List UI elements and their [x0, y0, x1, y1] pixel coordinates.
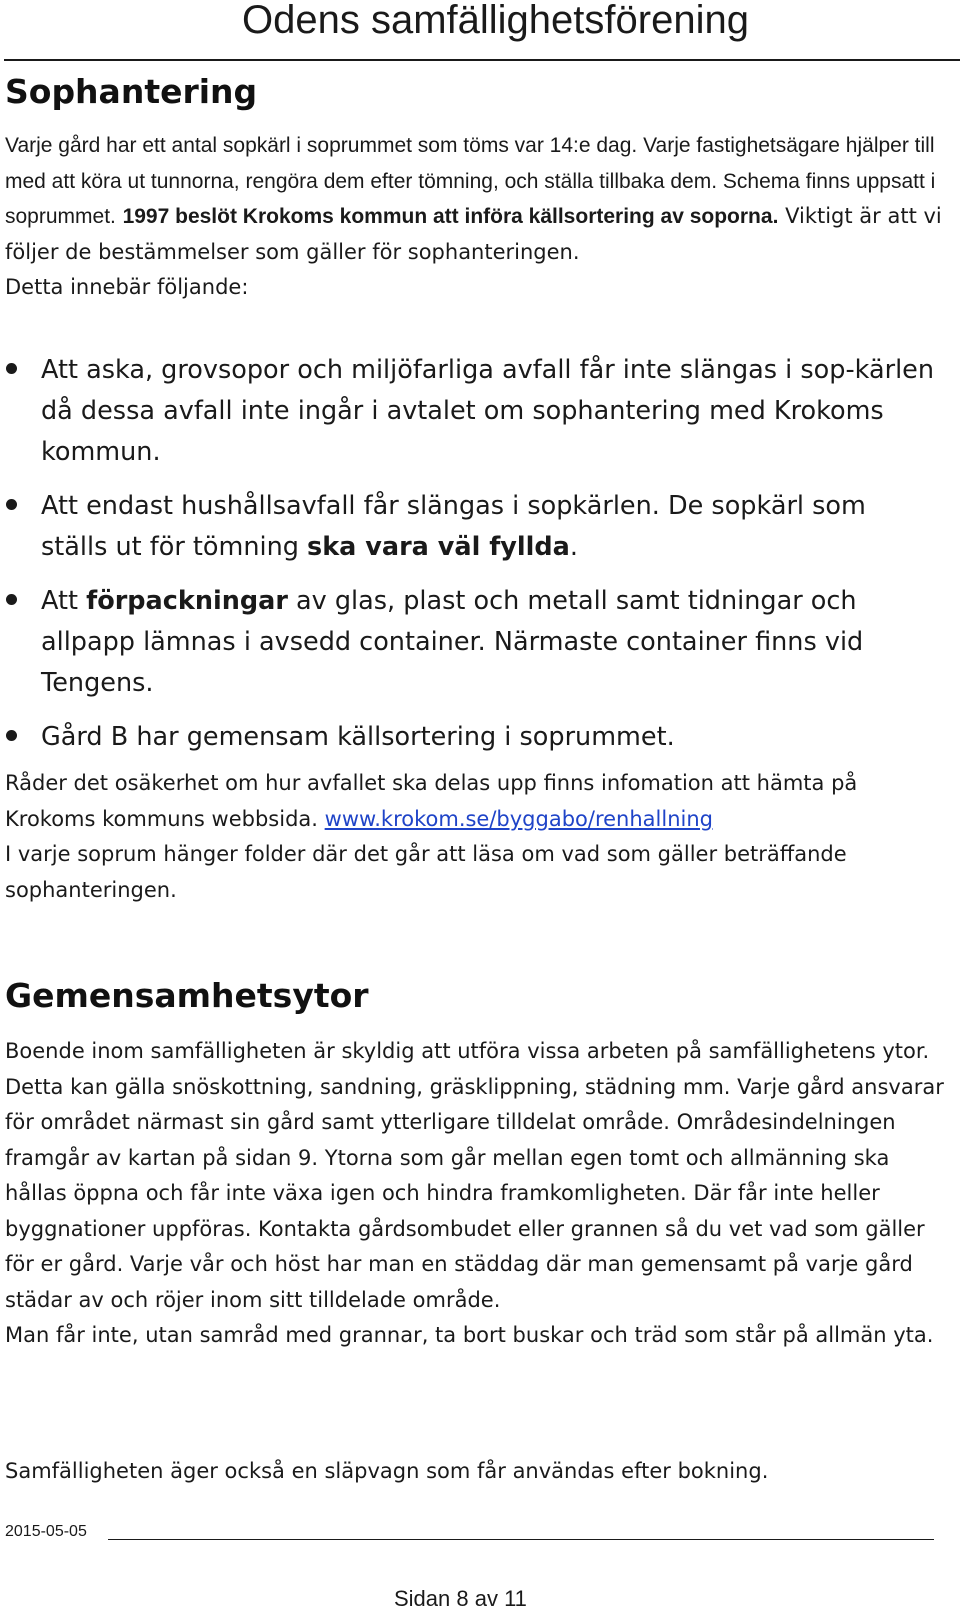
gemensamhetsytor-text: Boende inom samfälligheten är skyldig att utföra vissa arbeten på samfällighetens ytor. Detta kan gälla snöskottning, sandning, gräsklippning, städning mm. Varje gård ansvarar för området närmast sin gård samt ytterligare tilldelat område. Områdesindelningen framgår av kartan på sidan 9. Ytorna som går mellan egen tomt och allmänning ska hållas öppna och får inte växa igen och hindra framkomligheten. Där får inte heller byggnationer uppföras. Kontakta gårdsombudet eller grannen så du vet vad som gäller för er gård. Varje vår och höst har man en städdag där man gemensamt på varje gård städar av och röjer inom sitt tilldelade område. — [5, 1039, 944, 1312]
intro-plain-text: Varje gård har ett antal sopkärl i soprummet som töms var 14:e dag. Varje fastighetsägare hjälper till med att köra ut tunnorna, rengöra dem efter tömning, och ställa tillbaka dem. Schema finns uppsatt i soprummet. — [5, 134, 936, 228]
bullet-text-bold: ska vara väl fyllda — [307, 532, 570, 562]
bullet-text-bold: förpackningar — [86, 586, 288, 616]
document-header-title: Odens samfällighetsförening — [242, 0, 749, 42]
intro-rest-text: Viktigt är att vi följer de bestämmelser som gäller för sophanteringen. — [5, 204, 942, 264]
sophantering-info — [5, 766, 950, 908]
bullet-item — [0, 717, 940, 758]
rules-bullet-list — [0, 350, 940, 758]
bullet-dot-icon — [6, 363, 17, 374]
footer-page-number: Sidan 8 av 11 — [394, 1586, 527, 1611]
bullet-dot-icon — [6, 499, 17, 510]
header-divider — [4, 59, 960, 61]
bullet-item — [0, 581, 940, 704]
footer-date: 2015-05-05 — [5, 1523, 87, 1540]
bullet-item — [0, 486, 940, 568]
folder-text: I varje soprum hänger folder där det går att läsa om vad som gäller beträffande sophanteringen. — [5, 842, 847, 902]
bullet-text: Gård B har gemensam källsortering i soprummet. — [41, 722, 675, 752]
bullet-dot-icon — [6, 730, 17, 741]
bullet-text-post: av glas, plast och metall samt tidningar och allpapp lämnas i avsedd container. Närmaste container finns vid Tengens. — [41, 586, 864, 698]
bullet-dot-icon — [6, 594, 17, 605]
bullet-text-pre: Att — [41, 586, 87, 616]
heading-sophantering: Sophantering — [5, 72, 258, 111]
info-text: Råder det osäkerhet om hur avfallet ska delas upp finns infomation att hämta på Krokoms kommuns webbsida. — [5, 771, 858, 831]
bullet-text-pre: Att endast hushållsavfall får slängas i sopkärlen. De sopkärl som ställs ut för tömning — [41, 491, 866, 562]
renhallning-link[interactable]: www.krokom.se/byggabo/renhallning — [324, 806, 713, 831]
gemensamhetsytor-paragraph — [5, 1034, 950, 1354]
gemensamhetsytor-text-2: Man får inte, utan samråd med grannar, ta bort buskar och träd som står på allmän yta. — [5, 1323, 934, 1347]
bullet-item — [0, 350, 940, 473]
intro-last-text: Detta innebär följande: — [5, 275, 249, 299]
intro-bold-text: 1997 beslöt Krokoms kommun att införa källsortering av soporna. — [122, 205, 779, 228]
heading-gemensamhetsytor: Gemensamhetsytor — [5, 976, 369, 1015]
slapvagn-note: Samfälligheten äger också en släpvagn som får användas efter bokning. — [5, 1459, 769, 1483]
bullet-text: Att aska, grovsopor och miljöfarliga avfall får inte slängas i sop-kärlen då dessa avfall inte ingår i avtalet om sophantering med Krokoms kommun. — [41, 355, 935, 467]
sophantering-intro — [5, 128, 950, 306]
footer-divider — [108, 1539, 934, 1540]
bullet-text-post: . — [569, 532, 578, 562]
